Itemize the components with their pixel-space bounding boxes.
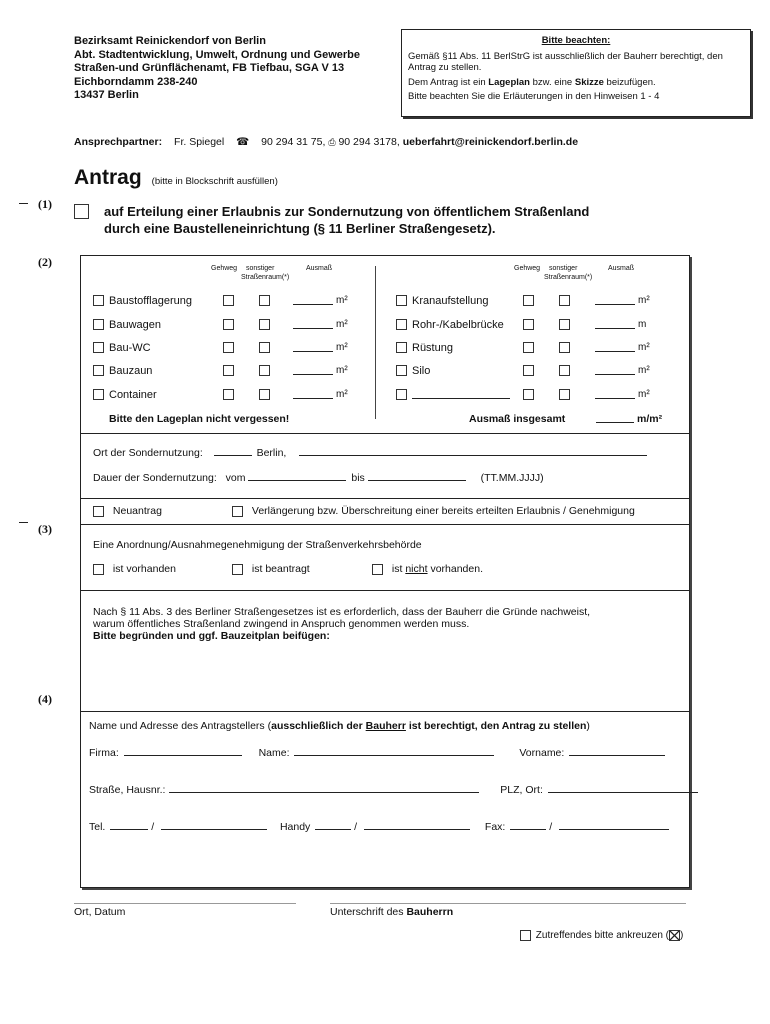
vorhanden-checkbox[interactable] <box>93 564 104 575</box>
strassenraum-checkbox[interactable] <box>559 319 570 330</box>
vom-date-field[interactable] <box>248 471 346 481</box>
page-title <box>74 166 278 190</box>
section-4-applicant <box>81 712 689 887</box>
form-frame <box>80 255 690 888</box>
gehweg-checkbox[interactable] <box>523 365 534 376</box>
ort-datum-line[interactable] <box>74 903 296 904</box>
tel-number-field[interactable] <box>161 820 267 830</box>
notice-box <box>401 29 751 117</box>
section-2-items <box>81 256 689 434</box>
strassenraum-checkbox[interactable] <box>559 389 570 400</box>
column-divider <box>375 266 376 419</box>
contact-line <box>74 136 578 148</box>
gehweg-checkbox[interactable] <box>523 389 534 400</box>
ausmass-field[interactable] <box>293 342 333 352</box>
gehweg-checkbox[interactable] <box>223 342 234 353</box>
ausmass-field[interactable] <box>595 342 635 352</box>
total-field[interactable] <box>596 413 634 423</box>
strassenraum-checkbox[interactable] <box>559 295 570 306</box>
total-unit: m/m² <box>637 413 663 425</box>
ausmass-field[interactable] <box>293 319 333 329</box>
applicant-heading: Name und Adresse des Antragstellers (ausschließlich der Bauherr ist berechtigt, den Antrag zu stellen) <box>89 720 590 732</box>
strassenraum-checkbox[interactable] <box>259 389 270 400</box>
item-checkbox[interactable] <box>93 389 104 400</box>
ausmass-field[interactable] <box>293 295 333 305</box>
title-hint: (bitte in Blockschrift ausfüllen) <box>151 176 278 187</box>
beantragt-checkbox[interactable] <box>232 564 243 575</box>
verlaengerung-option[interactable]: Verlängerung bzw. Überschreitung einer bereits erteilten Erlaubnis / Genehmigung <box>232 505 635 517</box>
name-field[interactable] <box>294 746 494 756</box>
total-row <box>469 412 679 426</box>
section-marker-1: (1) <box>38 197 52 211</box>
ausmass-field[interactable] <box>595 365 635 375</box>
usage-section <box>81 434 689 499</box>
item-checkbox[interactable] <box>93 342 104 353</box>
fax-icon: ⎙ <box>328 137 336 147</box>
item-row-kranaufstellung: Kranaufstellung m² <box>396 294 676 308</box>
fax-number-field[interactable] <box>559 820 669 830</box>
ort-row <box>93 446 647 459</box>
item-row-bau-wc: Bau-WC m² <box>93 341 363 355</box>
strassenraum-checkbox[interactable] <box>259 342 270 353</box>
item-checkbox[interactable] <box>396 319 407 330</box>
col-header-ausmass: Ausmaß <box>306 265 333 272</box>
ort-city: Berlin, <box>256 447 287 459</box>
order-option-vorhanden[interactable]: ist vorhanden <box>93 563 176 575</box>
verlaengerung-checkbox[interactable] <box>232 506 243 517</box>
gehweg-checkbox[interactable] <box>223 389 234 400</box>
notice-title: Bitte beachten: <box>541 35 611 46</box>
application-type-section <box>81 499 689 525</box>
col-header-sonstiger: sonstiger <box>549 265 578 272</box>
other-item-field[interactable] <box>412 389 510 399</box>
title-main: Antrag <box>74 166 142 189</box>
justification-text: Nach § 11 Abs. 3 des Berliner Straßengesetzes ist es erforderlich, dass der Bauherr die Gründe nachweist, warum öffentliches Straßenland zwingend in Anspruch genommen werden muss. Bitte begründen und ggf. Bauzeitplan beifügen: <box>93 606 591 642</box>
firma-row: Firma: Name: Vorname: <box>89 746 665 759</box>
section-marker-3: (3) <box>38 522 52 536</box>
org-line: Straßen-und Grünflächenamt, FB Tiefbau, SGA V 13 <box>74 62 345 74</box>
item-row-baustofflagerung: Baustofflagerung m² <box>93 294 363 308</box>
nicht-vorhanden-checkbox[interactable] <box>372 564 383 575</box>
margin-dash <box>19 203 28 204</box>
erlaubnis-checkbox[interactable] <box>74 204 89 219</box>
section-3-order <box>81 525 689 591</box>
section-marker-2: (2) <box>38 255 52 269</box>
erlaubnis-text: auf Erteilung einer Erlaubnis zur Sondernutzung von öffentlichem Straßenland durch eine Baustelleneinrichtung (§ 11 Berliner Straßengesetz). <box>104 204 590 236</box>
ausmass-field[interactable] <box>293 389 333 399</box>
phone-icon: ☎ <box>236 136 250 148</box>
strasse-field[interactable] <box>169 783 479 793</box>
org-line: Eichborndamm 238-240 <box>74 75 198 88</box>
gehweg-checkbox[interactable] <box>223 319 234 330</box>
ort-datum-label: Ort, Datum <box>74 906 126 918</box>
order-option-nicht-vorhanden[interactable]: ist nicht vorhanden. <box>372 563 483 575</box>
footer-note: Zutreffendes bitte ankreuzen ( ) <box>520 930 683 941</box>
contact-person: Fr. Spiegel <box>174 136 225 148</box>
section-marker-4: (4) <box>38 692 52 706</box>
signature-line[interactable] <box>330 903 686 904</box>
justification-section[interactable] <box>81 591 689 712</box>
signature-label: Unterschrift des Bauherrn <box>330 906 454 918</box>
item-row-bauzaun: Bauzaun m² <box>93 364 363 378</box>
col-header-gehweg: Gehweg <box>514 265 541 272</box>
item-row-container: Container m² <box>93 388 363 402</box>
strassenraum-checkbox[interactable] <box>559 342 570 353</box>
contact-email[interactable]: ueberfahrt@reinickendorf.berlin.de <box>402 136 579 148</box>
margin-dash <box>19 522 28 523</box>
col-header-sonstiger: sonstiger <box>246 265 275 272</box>
order-heading: Eine Anordnung/Ausnahmegenehmigung der Straßenverkehrsbehörde <box>93 539 422 551</box>
strassenraum-checkbox[interactable] <box>259 295 270 306</box>
handy-number-field[interactable] <box>364 820 470 830</box>
org-line: Bezirksamt Reinickendorf von Berlin <box>74 35 266 47</box>
ausmass-field[interactable] <box>595 295 635 305</box>
plz-ort-field[interactable] <box>548 783 698 793</box>
item-checkbox[interactable] <box>396 295 407 306</box>
item-checkbox[interactable] <box>396 389 407 400</box>
strassenraum-checkbox[interactable] <box>259 365 270 376</box>
org-line: 13437 Berlin <box>74 89 139 101</box>
tel-prefix-field[interactable] <box>110 820 148 830</box>
notice-line: Bitte beachten Sie die Erläuterungen in den Hinweisen 1 - 4 <box>408 91 660 102</box>
phone-row: Tel. / Handy / Fax: / <box>89 820 669 833</box>
contact-phone: 90 294 31 75, <box>261 136 326 148</box>
notice-line: Dem Antrag ist ein Lageplan bzw. eine Skizze beizufügen. <box>408 76 656 88</box>
dauer-label: Dauer der Sondernutzung: <box>93 472 217 484</box>
firma-field[interactable] <box>124 746 242 756</box>
address-row: Straße, Hausnr.: PLZ, Ort: <box>89 783 698 796</box>
item-checkbox[interactable] <box>93 295 104 306</box>
legend-checkbox-crossed-icon <box>669 930 680 941</box>
dauer-row: Dauer der Sondernutzung: vom bis (TT.MM.JJJJ) <box>93 472 544 484</box>
item-row-silo: Silo m² <box>396 364 676 378</box>
ausmass-field[interactable] <box>595 319 635 329</box>
total-label: Ausmaß insgesamt <box>469 413 566 425</box>
gehweg-checkbox[interactable] <box>523 342 534 353</box>
gehweg-checkbox[interactable] <box>223 365 234 376</box>
date-format-hint: (TT.MM.JJJJ) <box>480 472 544 484</box>
order-option-beantragt[interactable]: ist beantragt <box>232 563 310 575</box>
item-checkbox[interactable] <box>93 319 104 330</box>
lageplan-reminder: Bitte den Lageplan nicht vergessen! <box>109 413 290 425</box>
ausmass-field[interactable] <box>293 365 333 375</box>
legend-checkbox-empty-icon <box>520 930 531 941</box>
item-row-rohr-kabelbruecke: Rohr-/Kabelbrücke m <box>396 318 676 332</box>
authority-address <box>74 35 360 103</box>
ausmass-field[interactable] <box>595 389 635 399</box>
notice-line: Gemäß §11 Abs. 11 BerlStrG ist ausschließlich der Bauherr berechtigt, den Antrag zu stellen. <box>408 50 723 73</box>
org-line: Abt. Stadtentwicklung, Umwelt, Ordnung und Gewerbe <box>74 48 361 61</box>
gehweg-checkbox[interactable] <box>523 295 534 306</box>
fax-prefix-field[interactable] <box>510 820 546 830</box>
handy-prefix-field[interactable] <box>315 820 351 830</box>
ort-district-field[interactable] <box>214 446 252 456</box>
ort-label: Ort der Sondernutzung: <box>93 447 203 459</box>
item-row-other: m² <box>396 388 676 402</box>
col-header-ausmass: Ausmaß <box>608 265 635 272</box>
ort-address-field[interactable] <box>299 446 647 456</box>
strassenraum-checkbox[interactable] <box>259 319 270 330</box>
gehweg-checkbox[interactable] <box>523 319 534 330</box>
item-row-ruestung: Rüstung m² <box>396 341 676 355</box>
strassenraum-checkbox[interactable] <box>559 365 570 376</box>
neuantrag-option[interactable]: Neuantrag <box>93 505 162 517</box>
bis-date-field[interactable] <box>368 471 466 481</box>
contact-label: Ansprechpartner: <box>74 136 163 148</box>
item-row-bauwagen: Bauwagen m² <box>93 318 363 332</box>
item-checkbox[interactable] <box>93 365 104 376</box>
item-checkbox[interactable] <box>396 365 407 376</box>
col-header-gehweg: Gehweg <box>211 265 238 272</box>
gehweg-checkbox[interactable] <box>223 295 234 306</box>
col-header-strassenraum: Straßenraum(*) <box>544 274 593 281</box>
contact-fax: 90 294 3178, <box>338 136 400 148</box>
col-header-strassenraum: Straßenraum(*) <box>241 274 290 281</box>
item-checkbox[interactable] <box>396 342 407 353</box>
vorname-field[interactable] <box>569 746 665 756</box>
neuantrag-checkbox[interactable] <box>93 506 104 517</box>
